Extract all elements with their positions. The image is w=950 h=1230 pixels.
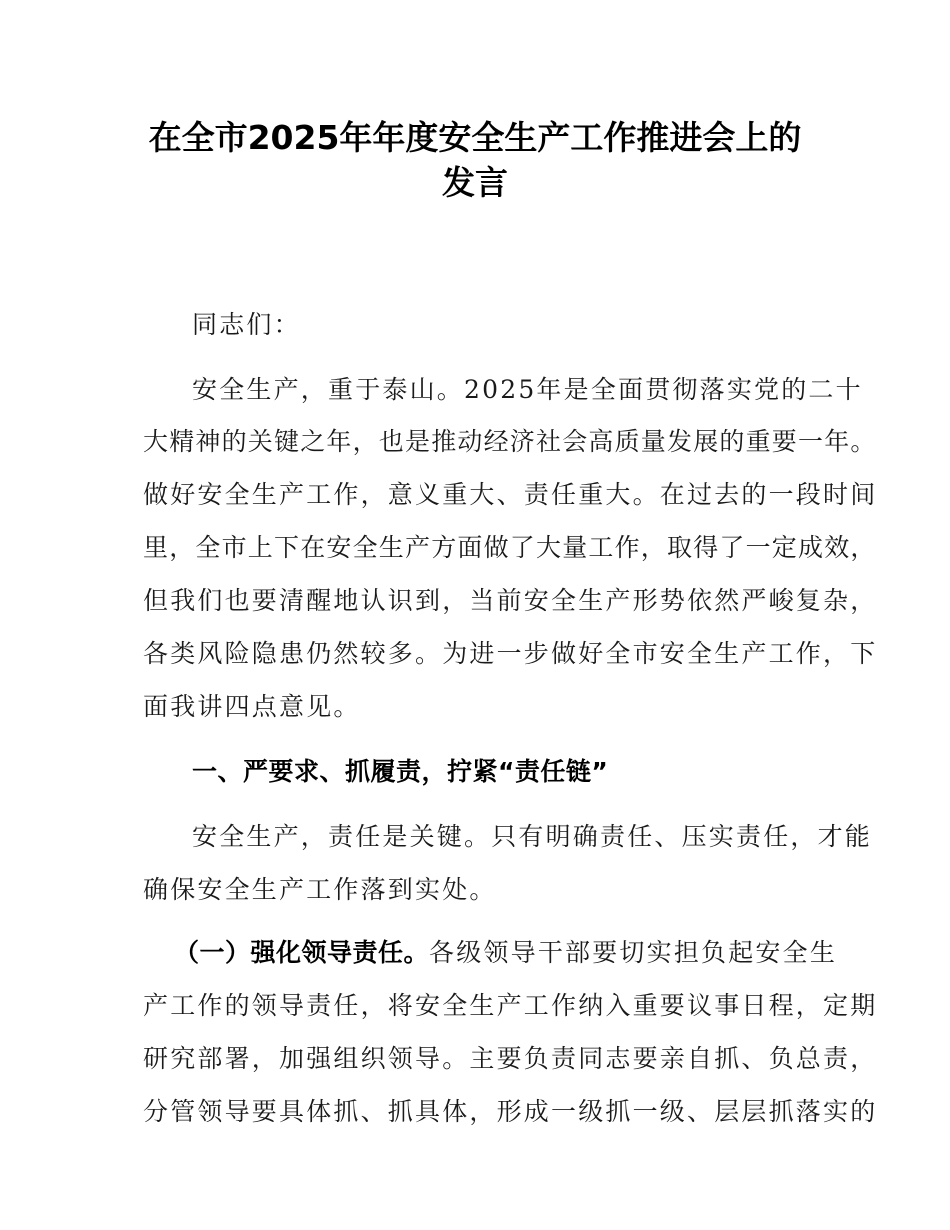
intro-line: 但我们也要清醒地认识到，当前安全生产形势依然严峻复杂， (143, 586, 878, 615)
section-heading: 一、严要求、抓履责，拧紧“责任链” (192, 757, 609, 786)
intro-line: 各类风险隐患仍然较多。为进一步做好全市安全生产工作，下 (143, 639, 878, 668)
subsection-line: 产工作的领导责任，将安全生产工作纳入重要议事日程，定期 (143, 991, 878, 1020)
intro-line: 面我讲四点意见。 (143, 692, 361, 721)
intro-line: 大精神的关键之年，也是推动经济社会高质量发展的重要一年。 (143, 427, 877, 456)
intro-line: 安全生产，重于泰山。2025年是全面贯彻落实党的二十 (192, 375, 863, 404)
subsection-line: 分管领导要具体抓、抓具体，形成一级抓一级、层层抓落实的 (143, 1097, 878, 1126)
section-para-line: 确保安全生产工作落到实处。 (143, 875, 497, 904)
intro-line: 做好安全生产工作，意义重大、责任重大。在过去的一段时间 (143, 480, 878, 509)
subsection-first-line (174, 938, 837, 968)
section-para-line: 安全生产，责任是关键。只有明确责任、压实责任，才能 (192, 822, 873, 851)
subsection-text: 各级领导干部要切实担负起安全生 (429, 938, 838, 967)
subsection-line: 研究部署，加强组织领导。主要负责同志要亲自抓、负总责， (143, 1044, 878, 1073)
subsection-label: （一）强化领导责任。 (174, 938, 430, 967)
salutation: 同志们： (192, 310, 301, 339)
document-title-line-2: 发言 (442, 163, 508, 202)
intro-line: 里，全市上下在安全生产方面做了大量工作，取得了一定成效， (143, 533, 877, 562)
document-title-line-1: 在全市2025年年度安全生产工作推进会上的 (148, 118, 802, 157)
